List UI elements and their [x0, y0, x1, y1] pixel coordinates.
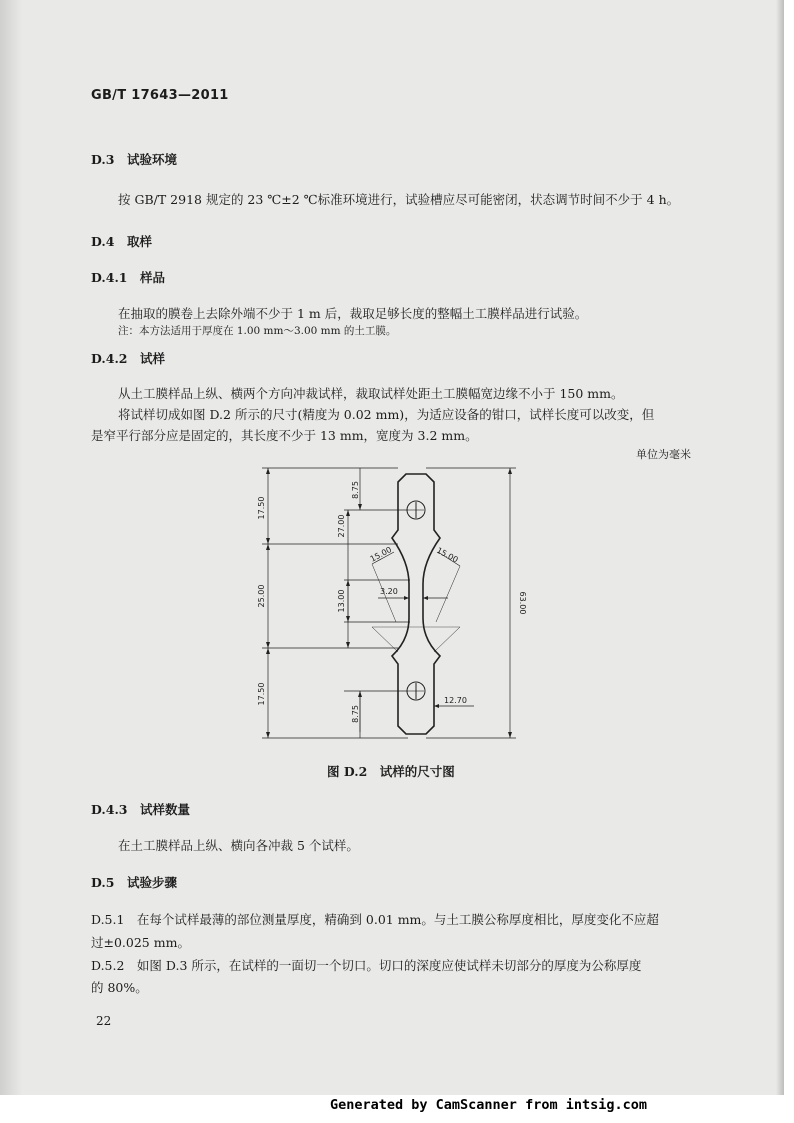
- dim-hole-top-offset: 8.75: [351, 481, 360, 499]
- dim-hole-bottom-offset: 8.75: [351, 705, 360, 723]
- section-d41-heading: D.4.1 样品: [91, 270, 165, 285]
- section-d42-text1: 从土工膜样品上纵、横两个方向冲裁试样，裁取试样处距土工膜幅宽边缘不小于 150 mm。: [118, 386, 624, 401]
- standard-code-header: GB/T 17643—2011: [91, 88, 229, 103]
- page-left-edge-shadow: [0, 0, 22, 1095]
- page-number: 22: [96, 1014, 112, 1028]
- dim-radius-left: 15.00: [368, 545, 394, 564]
- dim-end-width: 12.70: [444, 696, 467, 705]
- section-d3-heading: D.3 试验环境: [91, 152, 177, 167]
- section-d52-text-b: 的 80%。: [91, 980, 148, 995]
- dim-bottom-section: 17.50: [257, 682, 266, 706]
- dim-middle-section: 25.00: [257, 584, 266, 608]
- dim-radius-right: 15.00: [435, 545, 460, 565]
- section-d4-heading: D.4 取样: [91, 234, 152, 249]
- section-d42-text2a: 将试样切成如图 D.2 所示的尺寸(精度为 0.02 mm)，为适应设备的钳口，试样长度可以改变，但: [118, 407, 655, 422]
- section-d42-heading: D.4.2 试样: [91, 351, 165, 366]
- camscanner-footer: Generated by CamScanner from intsig.com: [330, 1097, 647, 1113]
- figure-units-label: 单位为毫米: [636, 448, 691, 461]
- section-d42-text2b: 是窄平行部分应是固定的，其长度不少于 13 mm，宽度为 3.2 mm。: [91, 428, 478, 443]
- figure-caption: 图 D.2 试样的尺寸图: [327, 764, 455, 779]
- dim-narrow-width: 3.20: [380, 587, 398, 596]
- section-d5-heading: D.5 试验步骤: [91, 875, 177, 890]
- section-d41-text: 在抽取的膜卷上去除外端不少于 1 m 后，裁取足够长度的整幅土工膜样品进行试验。: [118, 306, 588, 321]
- dim-narrow-length: 13.00: [337, 589, 346, 613]
- dim-top-section: 17.50: [257, 496, 266, 520]
- section-d41-note: 注：本方法适用于厚度在 1.00 mm～3.00 mm 的土工膜。: [118, 325, 397, 337]
- dim-hole-to-hole: 27.00: [337, 514, 346, 538]
- specimen-dimension-figure: [248, 462, 538, 748]
- section-d51-text-b: 过±0.025 mm。: [91, 935, 190, 950]
- section-d51-text-a: D.5.1 在每个试样最薄的部位测量厚度，精确到 0.01 mm。与土工膜公称厚度相比，厚度变化不应超: [91, 912, 659, 927]
- section-d52-text-a: D.5.2 如图 D.3 所示，在试样的一面切一个切口。切口的深度应使试样未切部分的厚度为公称厚度: [91, 958, 642, 973]
- section-d43-heading: D.4.3 试样数量: [91, 802, 190, 817]
- page-right-edge-shadow: [776, 0, 784, 1095]
- section-d3-text: 按 GB/T 2918 规定的 23 ℃±2 ℃标准环境进行，试验槽应尽可能密闭，状态调节时间不少于 4 h。: [118, 192, 680, 207]
- section-d43-text: 在土工膜样品上纵、横向各冲裁 5 个试样。: [118, 838, 359, 853]
- dim-overall-length: 63.00: [518, 591, 527, 615]
